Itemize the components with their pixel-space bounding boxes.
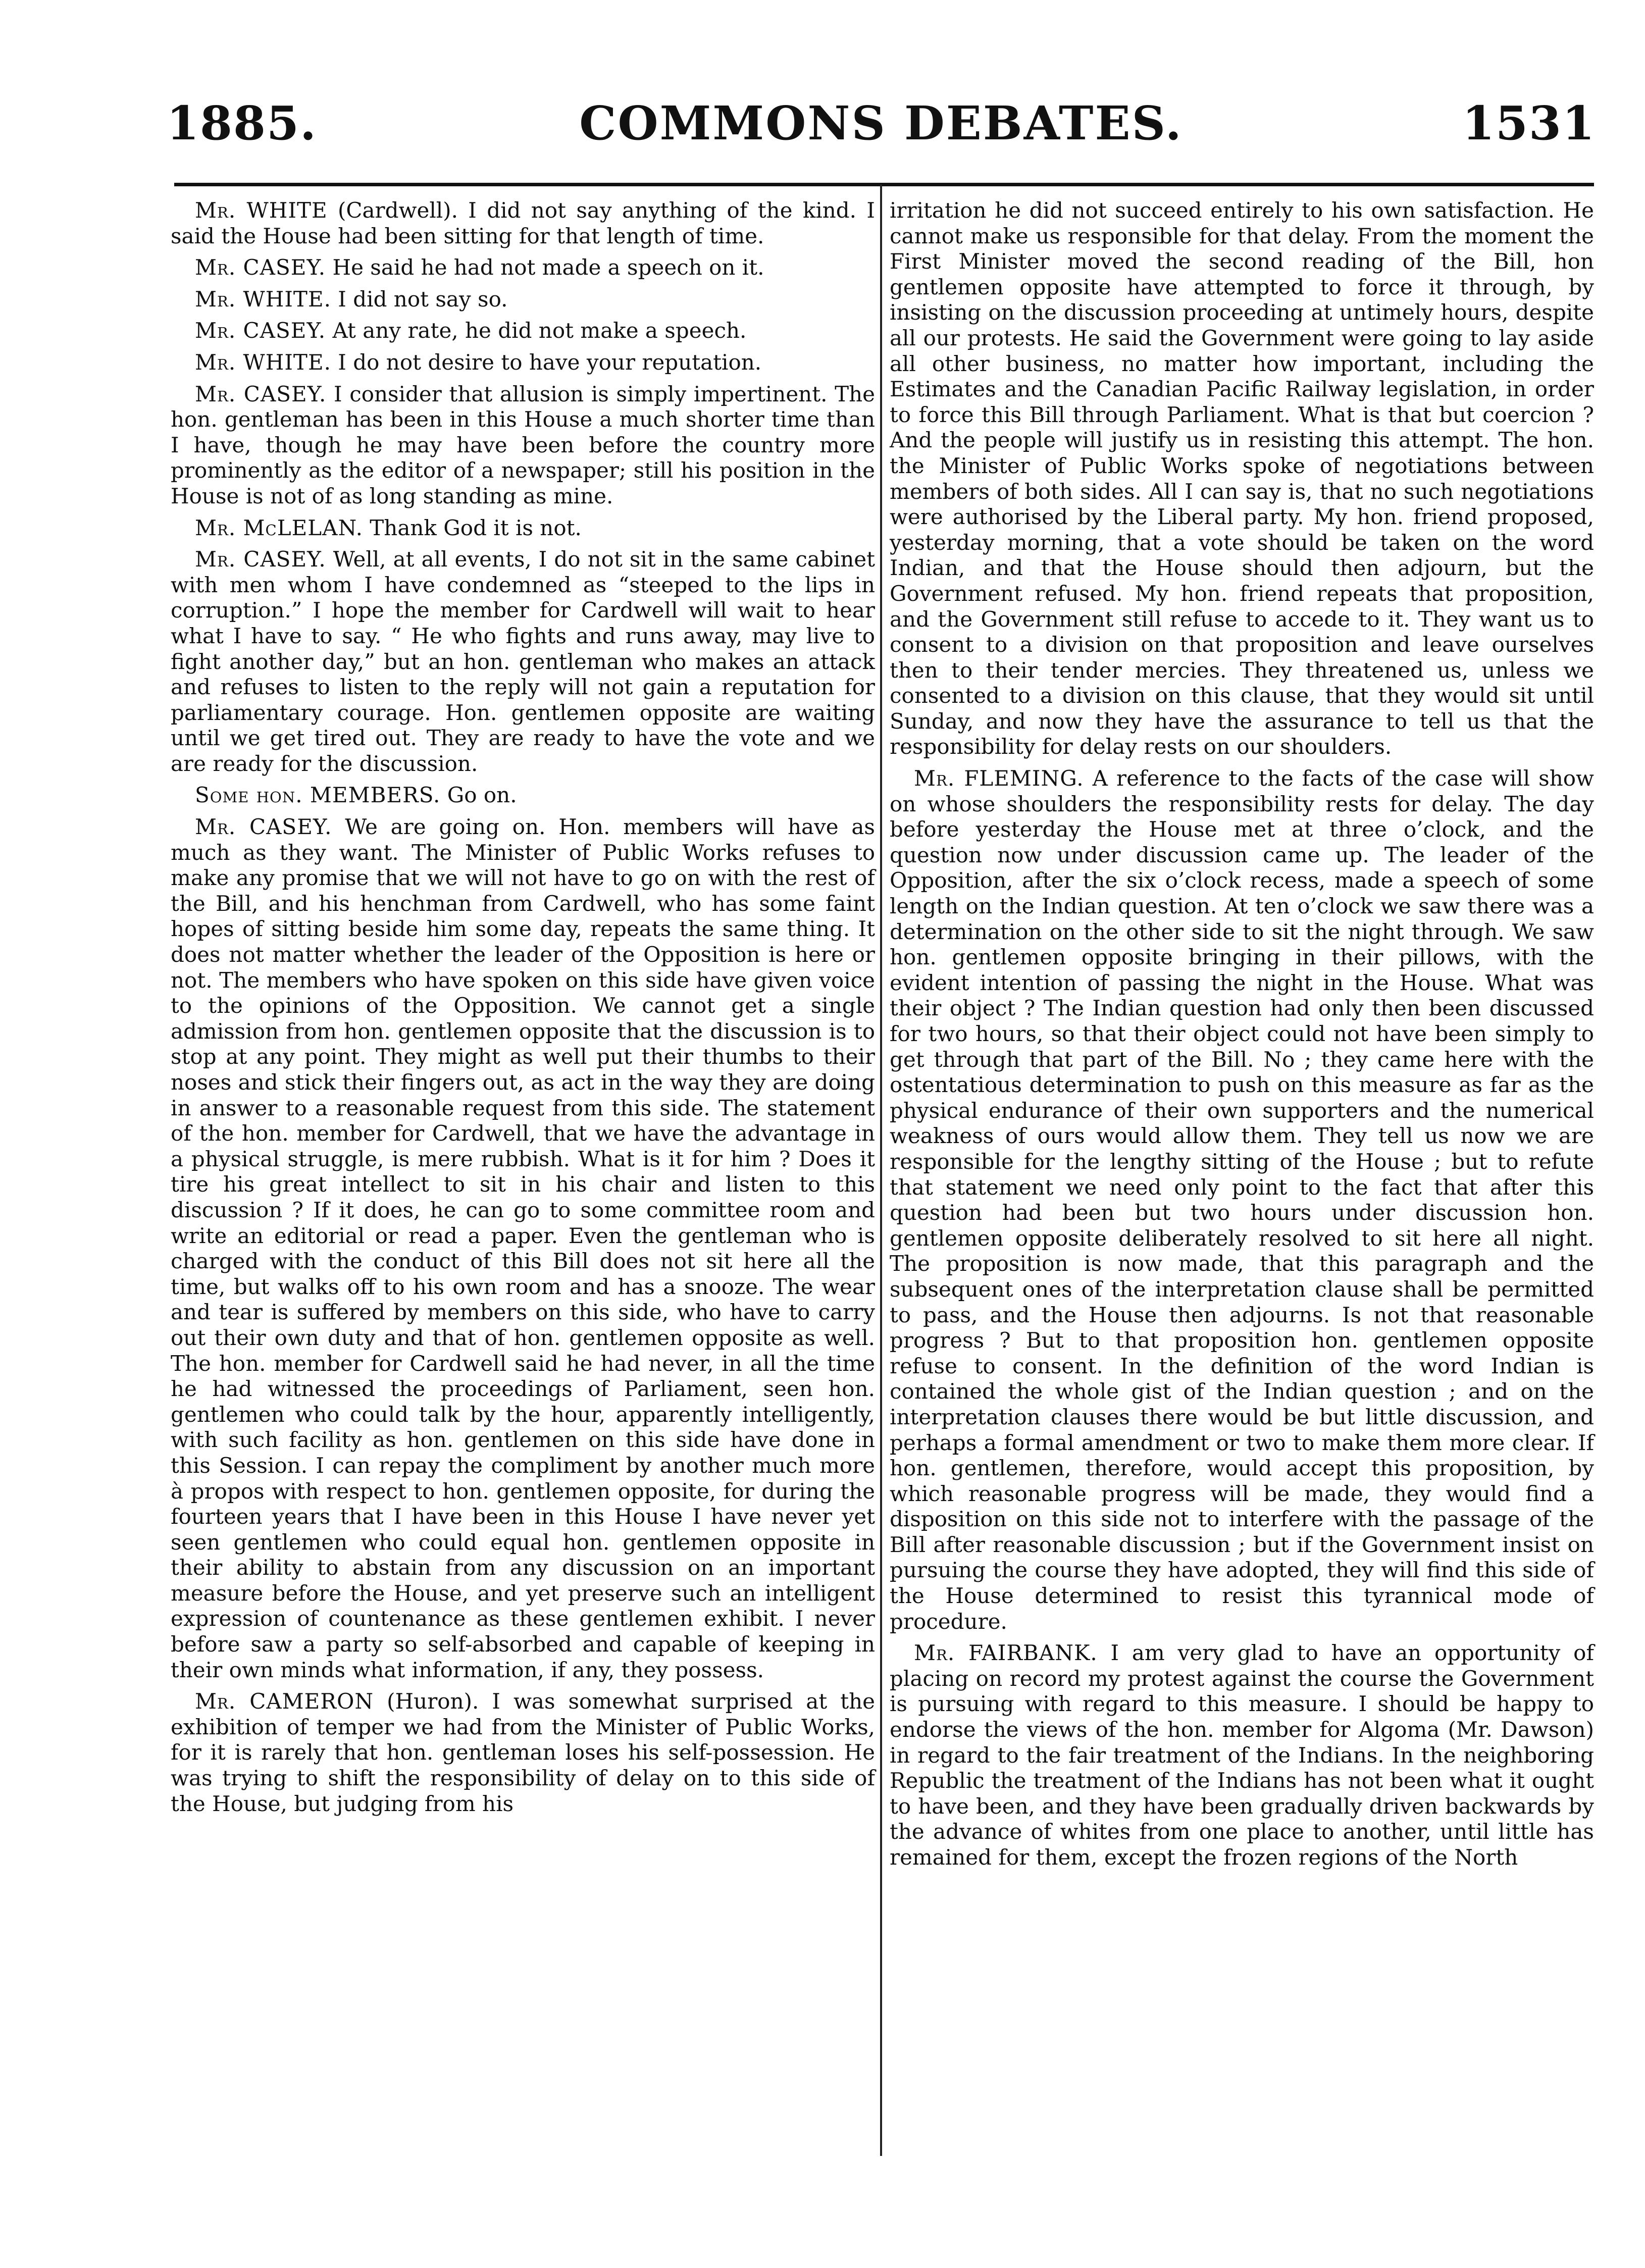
speech-paragraph [171, 350, 875, 376]
speaker-name: Mr. CASEY. [195, 814, 332, 840]
speaker-name: Mr. CASEY. [195, 381, 327, 406]
speech-text: I did not say anything of the kind. I said the House had been sitting for that length of time. [171, 198, 875, 248]
speaker-name: Mr. CASEY. [195, 547, 326, 572]
speaker-name: Mr. FAIRBANK. [914, 1640, 1098, 1666]
speech-text: Thank God it is not. [363, 515, 582, 540]
speech-paragraph [171, 547, 875, 777]
speech-text: We are going on. Hon. members will have as much as they want. The Minister of Public Works refuses to make any promise that we will not have to go on with the rest of the Bill, and his henchman from Cardwell, who has some faint hopes of sitting beside him some day, repeats the same thing. It does not matter whether the leader of the Opposition is here or not. The members who have spoken on this side have given voice to the opinions of the Opposition. We cannot get a single admission from hon. gentlemen opposite that the discussion is to stop at any point. They might as well put their thumbs to their noses and stick their fingers out, as act in the way they are doing in answer to a reasonable request from this side. The statement of the hon. member for Cardwell, that we have the advantage in a physical struggle, is mere rubbish. What is it for him ? Does it tire his great intellect to sit in his chair and listen to this discussion ? If it does, he can go to some committee room and write an editorial or read a paper. Even the gentleman who is charged with the conduct of this Bill does not sit here all the time, but walks off to his own room and has a snooze. The wear and tear is suffered by members on this side, who have to carry out their own duty and that of hon. gentlemen opposite as well. The hon. member for Cardwell said he had never, in all the time he had witnessed the proceedings of Parliament, seen hon. gentlemen who could talk by the hour, apparently intelligently, with such facility as hon. gentlemen on this side have done in this Session. I can repay the compliment by another much more à propos with respect to hon. gentlemen opposite, for during the fourteen years that I have been in this House I have never yet seen gentlemen who could equal hon. gentlemen opposite in their ability to abstain from any discussion on an important measure before the House, and yet preserve such an intelligent expression of countenance as these gentlemen exhibit. I never before saw a party so self-absorbed and capable of keeping in their own minds what information, if any, they possess. [171, 814, 876, 1682]
speech-text: Well, at all events, I do not sit in the same cabinet with men whom I have condemned as “steeped to the lips in corruption.” I hope the member for Cardwell will wait to hear what I have to say. “ He who fights and runs away, may live to fight another day,” but an hon. gentleman who makes an attack and refuses to listen to the reply will not gain a reputation for parliamentary courage. Hon. gentlemen opposite are waiting until we get tired out. They are ready to have the vote and we are ready for the discussion. [171, 547, 875, 776]
header-page-number: 1531 [1462, 96, 1596, 150]
header-year: 1885. [167, 96, 318, 150]
running-header [167, 96, 1596, 162]
speech-text: I did not say so. [331, 286, 508, 312]
speaker-name: Mr. FLEMING. [914, 766, 1084, 791]
speaker-name: Some hon. MEMBERS. [195, 783, 441, 808]
left-column [171, 198, 875, 1823]
speech-paragraph [171, 783, 875, 808]
speaker-name: Mr. WHITE. [195, 286, 331, 312]
speech-paragraph [890, 1640, 1594, 1870]
column-divider [880, 184, 882, 2156]
speaker-name: Mr. WHITE. [195, 349, 331, 375]
header-title: COMMONS DEBATES. [579, 96, 1183, 150]
speech-paragraph [890, 766, 1594, 1634]
speech-paragraph-continued [890, 198, 1594, 760]
speech-paragraph [171, 287, 875, 313]
speech-text: Go on. [440, 783, 517, 808]
speech-paragraph [171, 255, 875, 281]
speech-paragraph [171, 318, 875, 344]
speech-paragraph [171, 814, 875, 1683]
speech-text: A reference to the facts of the case will show on whose shoulders the responsibility rests for delay. The day before yesterday the House met at three o’clock, and the question now under discussion came up. The leader of the Opposition, after the six o’clock recess, made a speech of some length on the Indian question. At ten o’clock we saw there was a determination on the other side to sit the night through. We saw hon. gentlemen opposite bringing in their pillows, with the evident intention of passing the night in the House. What was their object ? The Indian question had only then been discussed for two hours, so that their object could not have been simply to get through that part of the Bill. No ; they came here with the ostentatious determination to push on this measure as far as the physical endurance of their own supporters and the numerical weakness of ours would allow them. They tell us now we are responsible for the lengthy sitting of the House ; but to refute that statement we need only point to the fact that after this question had been but two hours under discussion hon. gentlemen opposite deliberately resolved to sit here all night. The proposition is now made, that this paragraph and the subsequent ones of the interpretation clause shall be permitted to pass, and the House then adjourns. Is not that reasonable progress ? But to that proposition hon. gentlemen opposite refuse to consent. In the definition of the word Indian is contained the whole gist of the Indian question ; and on the interpretation clauses there would be but little discussion, and perhaps a formal amendment or two to make them more clear. If hon. gentlemen, therefore, would accept this proposition, by which reasonable progress will be made, they would find a disposition on this side not to interfere with the passage of the Bill after reasonable discussion ; but if the Government insist on pursuing the course they have adopted, they will find this side of the House determined to resist this tyrannical mode of procedure. [890, 766, 1594, 1634]
speaker-name: Mr. WHITE [195, 198, 328, 223]
speaker-name: Mr. CASEY. [195, 255, 326, 280]
speaker-name: Mr. McLELAN. [195, 515, 363, 540]
header-rule [174, 183, 1594, 186]
speaker-name: Mr. CASEY. [195, 318, 326, 343]
speech-paragraph [171, 516, 875, 541]
speech-text: I am very glad to have an opportunity of placing on record my protest against the course the Government is pursuing with regard to this measure. I should be happy to endorse the views of the hon. member for Algoma (Mr. Dawson) in regard to the fair treatment of the Indians. In the neighboring Republic the treatment of the Indians has not been what it ought to have been, and they have been gradually driven backwards by the advance of whites from one place to another, until little has remained for them, except the frozen regions of the North [890, 1640, 1594, 1870]
speech-paragraph [171, 382, 875, 509]
speech-text: I do not desire to have your reputation. [331, 349, 762, 375]
speech-text: I was somewhat surprised at the exhibition of temper we had from the Minister of Public Works, for it is rarely that hon. gentleman loses his self-possession. He was trying to shift the responsibility of delay on to this side of the House, but judging from his [171, 1689, 876, 1816]
speech-text: I consider that allusion is simply impertinent. The hon. gentleman has been in this House a much shorter time than I have, though he may have been before the country more prominently as the editor of a newspaper; still his position in the House is not of as long standing as mine. [171, 381, 875, 508]
right-column [890, 198, 1594, 1877]
speech-paragraph [171, 1689, 875, 1817]
speaker-name: Mr. CAMERON [195, 1689, 374, 1714]
speaker-riding: (Cardwell). [327, 198, 458, 223]
speech-paragraph [171, 198, 875, 249]
speech-text: He said he had not made a speech on it. [326, 255, 764, 280]
speaker-riding: (Huron). [374, 1689, 479, 1714]
speech-text: At any rate, he did not make a speech. [326, 318, 747, 343]
speech-text: irritation he did not succeed entirely to his own satisfaction. He cannot make us responsible for that delay. From the moment the First Minister moved the second reading of the Bill, hon gentlemen opposite have attempted to force it through, by insisting on the discussion proceeding at untimely hours, despite all our protests. He said the Government were going to lay aside all other business, no matter how important, including the Estimates and the Canadian Pacific Railway legislation, in order to force this Bill through Parliament. What is that but coercion ? And the people will justify us in resisting this attempt. The hon. the Minister of Public Works spoke of negotiations between members of both sides. All I can say is, that no such negotiations were authorised by the Liberal party. My hon. friend proposed, yesterday morning, that a vote should be taken on the word Indian, and that the House should then adjourn, but the Government refused. My hon. friend repeats that proposition, and the Government still refuse to accede to it. They want us to consent to a division on that proposition and leave ourselves then to their tender mercies. They threatened us, unless we consented to a division on this clause, that they would sit until Sunday, and now they have the assurance to tell us that the responsibility for delay rests on our shoulders. [890, 198, 1594, 759]
